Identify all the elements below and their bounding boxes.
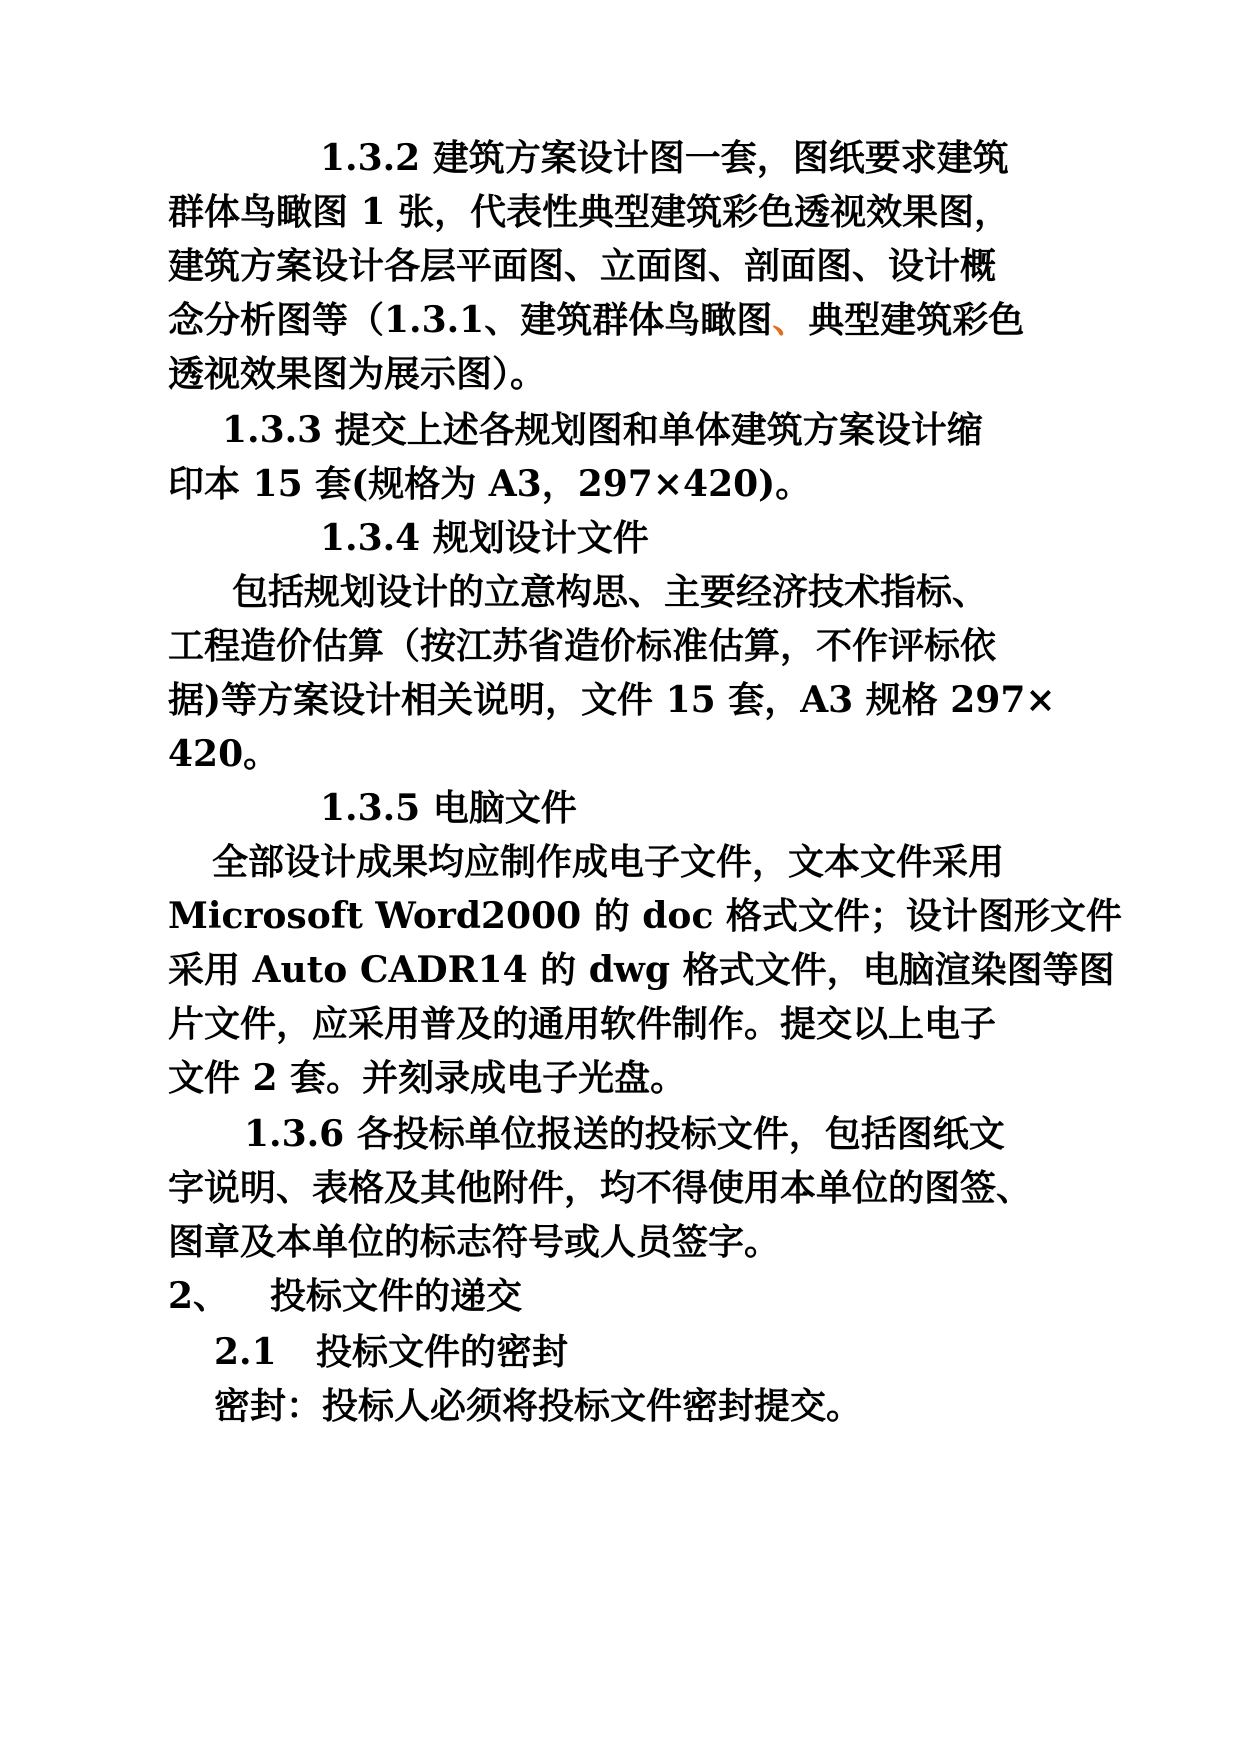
text-line: 1.3.6 各投标单位报送的投标文件，包括图纸文 xyxy=(244,1113,1005,1155)
text-line: 建筑方案设计各层平面图、立面图、剖面图、设计概 xyxy=(168,245,997,287)
text-line: 420。 xyxy=(168,733,280,775)
text-line: 工程造价估算（按江苏省造价标准估算，不作评标依 xyxy=(168,625,997,667)
section-heading: 投标文件的递交 xyxy=(270,1275,523,1317)
text-line xyxy=(168,298,1024,342)
section-heading: 1.3.5 电脑文件 xyxy=(320,787,577,829)
text-line: 据)等方案设计相关说明，文件 15 套，A3 规格 297× xyxy=(168,679,1056,721)
text-line: 图章及本单位的标志符号或人员签字。 xyxy=(168,1221,781,1263)
text-line: 全部设计成果均应制作成电子文件，文本文件采用 xyxy=(212,841,1005,883)
text-line: 包括规划设计的立意构思、主要经济技术指标、 xyxy=(232,571,989,613)
text-segment: 典型建筑彩色 xyxy=(808,299,1025,341)
section-heading: 1.3.4 规划设计文件 xyxy=(320,517,649,559)
text-segment: 念分析图等（1.3.1、建筑群体鸟瞰图 xyxy=(168,299,773,341)
section-number: 2、 xyxy=(168,1275,230,1317)
text-line: 字说明、表格及其他附件，均不得使用本单位的图签、 xyxy=(168,1167,1033,1209)
text-line: 片文件，应采用普及的通用软件制作。提交以上电子 xyxy=(168,1003,997,1045)
text-line: 1.3.2 建筑方案设计图一套，图纸要求建筑 xyxy=(320,137,1009,179)
text-line: Microsoft Word2000 的 doc 格式文件；设计图形文件 xyxy=(168,895,1122,937)
text-line: 采用 Auto CADR14 的 dwg 格式文件，电脑渲染图等图 xyxy=(168,949,1115,991)
text-line: 透视效果图为展示图）。 xyxy=(168,353,547,395)
accent-punctuation: 、 xyxy=(772,299,809,341)
subsection-number: 2.1 xyxy=(214,1331,277,1373)
text-line: 文件 2 套。并刻录成电子光盘。 xyxy=(168,1057,687,1099)
text-line: 密封：投标人必须将投标文件密封提交。 xyxy=(214,1385,863,1427)
text-line: 群体鸟瞰图 1 张，代表性典型建筑彩色透视效果图， xyxy=(168,191,1011,233)
text-line: 1.3.3 提交上述各规划图和单体建筑方案设计缩 xyxy=(222,409,983,451)
subsection-heading: 投标文件的密封 xyxy=(316,1331,569,1373)
text-line: 印本 15 套(规格为 A3，297×420)。 xyxy=(168,463,812,505)
